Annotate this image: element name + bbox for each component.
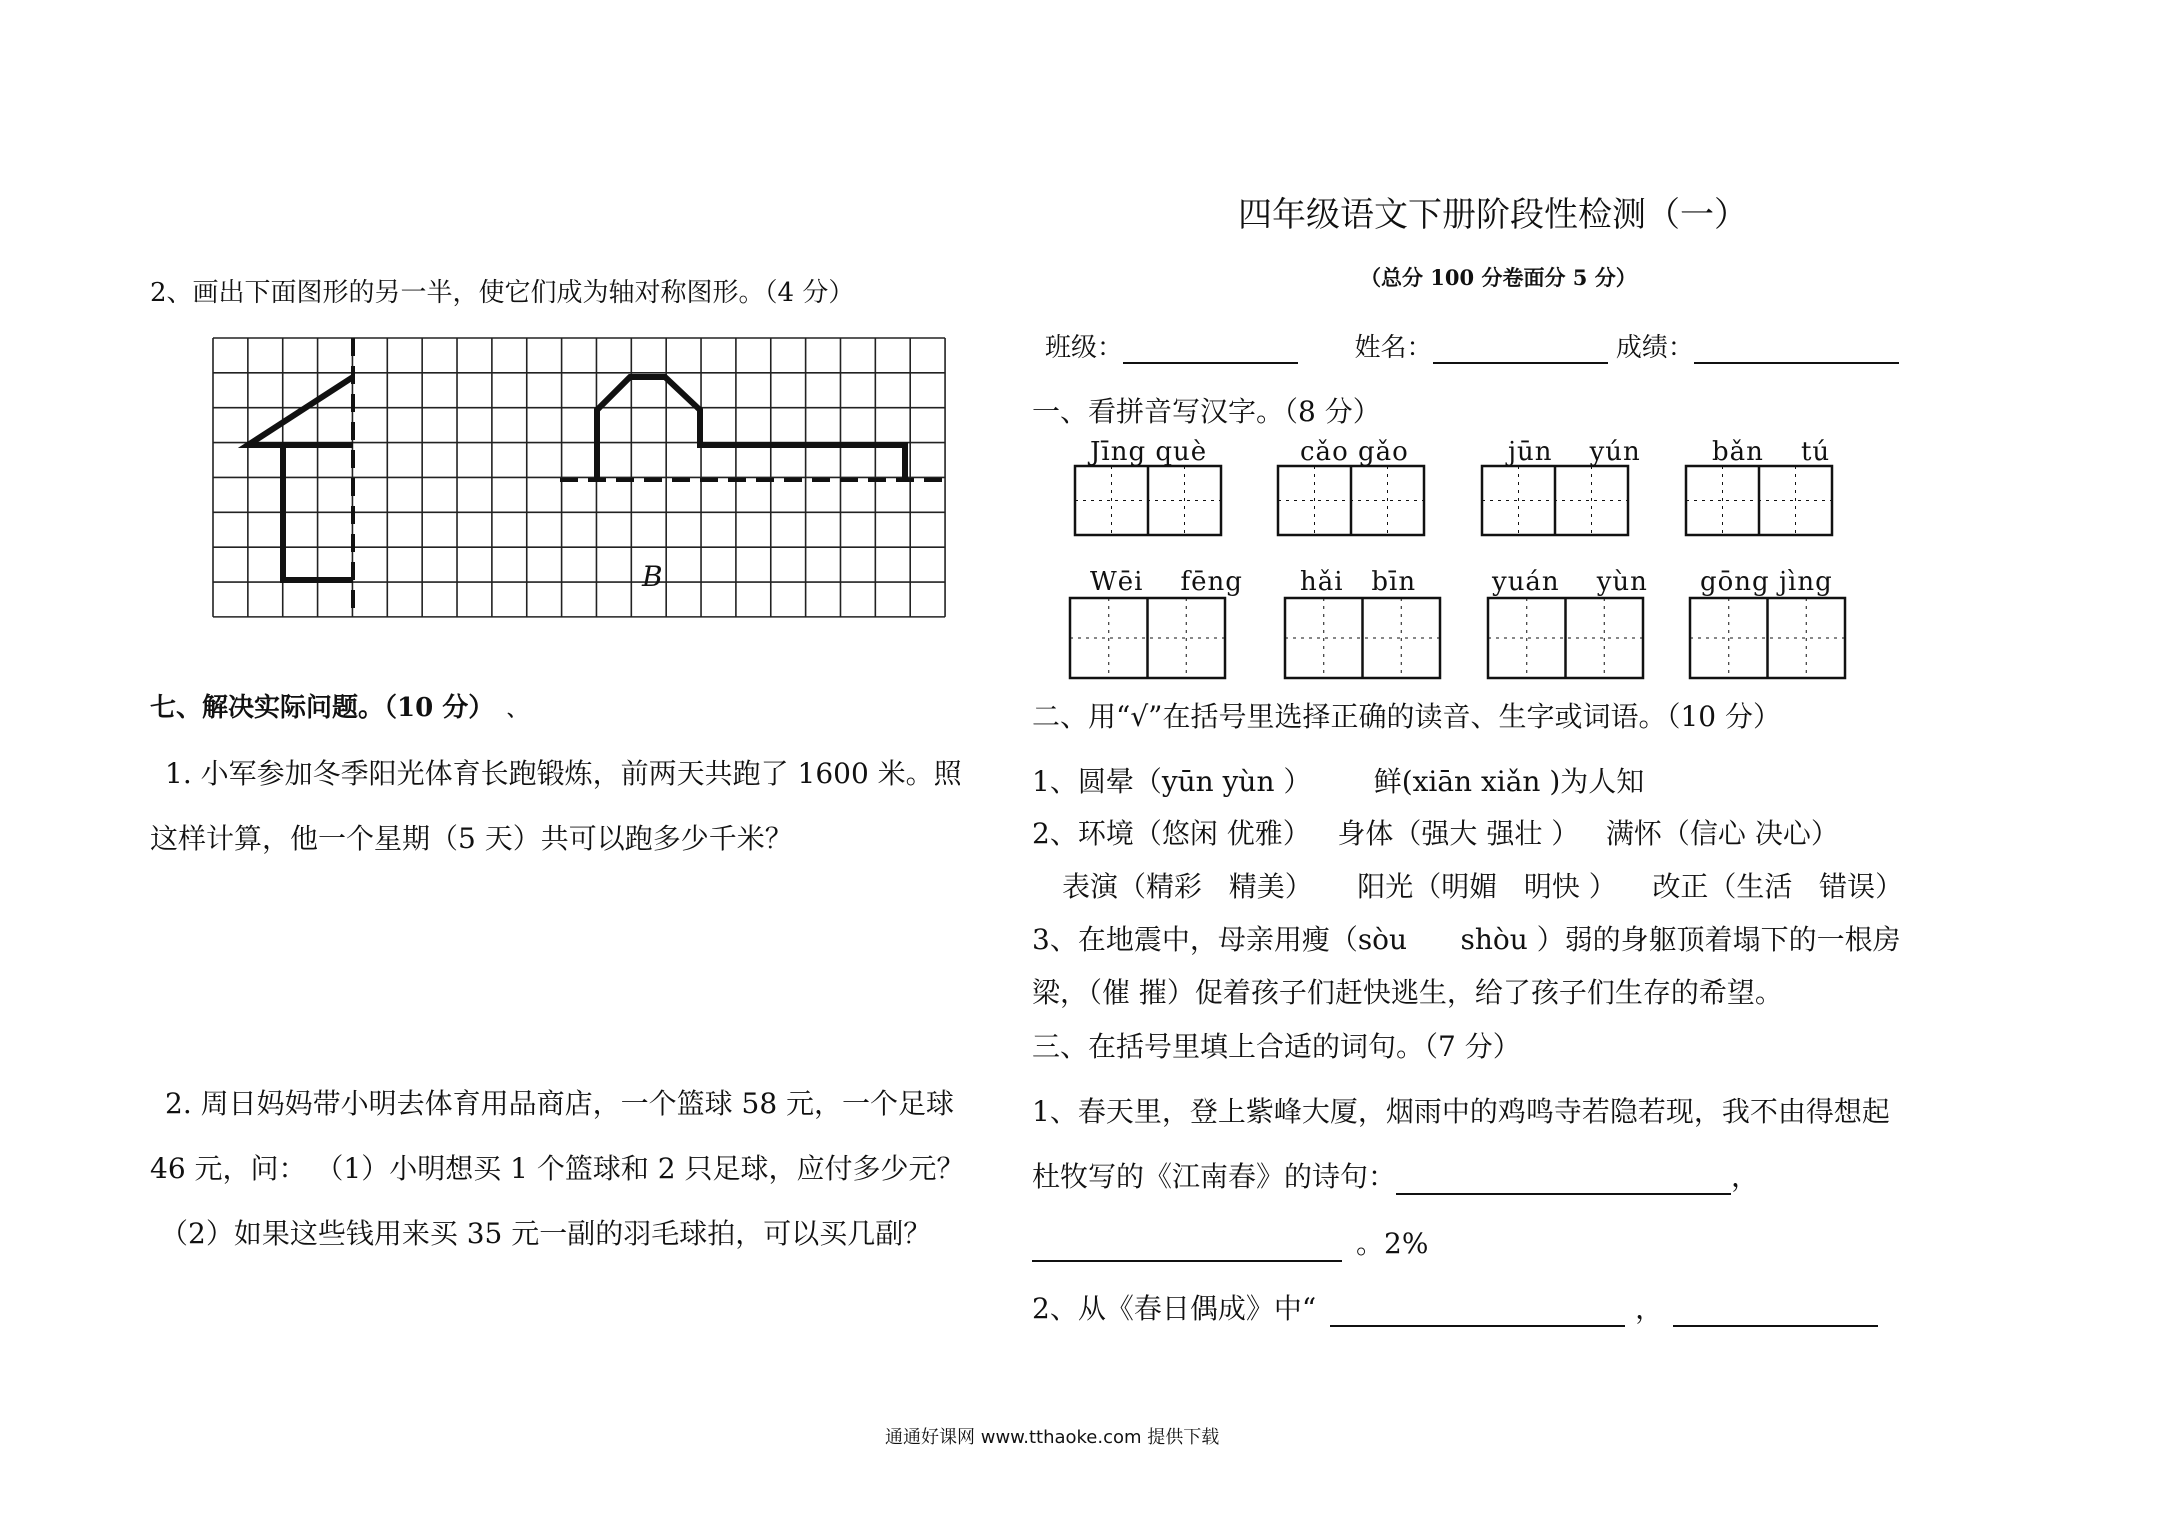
- pinyin-1-3: jūn yún: [1508, 437, 1641, 467]
- footer: 通通好课网 www.tthaoke.com 提供下载: [885, 1427, 1220, 1448]
- pinyin-2-3: yuán yùn: [1492, 567, 1648, 597]
- section3-title: 三、在括号里填上合适的词句。（7 分）: [1032, 1030, 1521, 1063]
- s2-line5: 梁，（催 摧）促着孩子们赶快逃生，给了孩子们生存的希望。: [1032, 976, 1783, 1009]
- pinyin-2-2: hǎi bīn: [1300, 567, 1417, 597]
- score-label: 成绩：: [1615, 333, 1694, 363]
- grid-label-b: B: [642, 560, 663, 593]
- section1-title: 一、看拼音写汉字。（8 分）: [1032, 395, 1381, 428]
- s3-line4-text: 2、从《春日偶成》中“: [1032, 1292, 1317, 1325]
- page-subtitle: （总分 100 分卷面分 5 分）: [1360, 265, 1637, 290]
- pinyin-2-4: gōng jìng: [1700, 567, 1833, 597]
- section7-mark: 、: [507, 700, 526, 721]
- s2-line1: 1、圆晕（yūn yùn ） 鲜(xiān xiǎn )为人知: [1032, 765, 1645, 798]
- section7-title-text: 七、解决实际问题。（10 分）: [150, 693, 495, 723]
- s3-line2-text: 杜牧写的《江南春》的诗句：: [1032, 1160, 1397, 1193]
- pinyin-1-2: cǎo gǎo: [1300, 437, 1409, 467]
- name-label: 姓名：: [1354, 333, 1433, 363]
- symmetry-question: 2、画出下面图形的另一半，使它们成为轴对称图形。（4 分）: [150, 278, 855, 308]
- s3-line3-end: 。2%: [1356, 1227, 1429, 1260]
- s3-line4-comma: ，: [1635, 1292, 1664, 1325]
- section2-title: 二、用“√”在括号里选择正确的读音、生字或词语。（10 分）: [1032, 700, 1782, 733]
- q1-line1: 1. 小军参加冬季阳光体育长跑锻炼，前两天共跑了 1600 米。照: [165, 757, 962, 790]
- q2-line3: （2）如果这些钱用来买 35 元一副的羽毛球拍，可以买几副？: [160, 1217, 932, 1250]
- page-title: 四年级语文下册阶段性检测（一）: [1238, 195, 1748, 235]
- s3-line2: [1032, 1155, 1759, 1195]
- s3-line1: 1、春天里，登上紫峰大厦，烟雨中的鸡鸣寺若隐若现，我不由得想起: [1032, 1095, 1890, 1128]
- q2-line2: 46 元，问： （1）小明想买 1 个篮球和 2 只足球，应付多少元？: [150, 1152, 965, 1185]
- pinyin-2-1: Wēi fēng: [1090, 567, 1243, 597]
- poem-blank-1[interactable]: [1396, 1163, 1731, 1195]
- q2-line1: 2. 周日妈妈带小明去体育用品商店，一个篮球 58 元，一个足球: [165, 1087, 955, 1120]
- poem-blank-4[interactable]: [1673, 1295, 1878, 1327]
- s2-line2: 2、环境（悠闲 优雅） 身体（强大 强壮 ） 满怀（信心 决心）: [1032, 817, 1839, 850]
- pinyin-1-4: bǎn tú: [1712, 437, 1831, 467]
- poem-blank-3[interactable]: [1330, 1295, 1625, 1327]
- s2-line4: 3、在地震中，母亲用瘦（sòu shòu ）弱的身躯顶着塌下的一根房: [1032, 923, 1901, 956]
- s3-line4: [1032, 1287, 1878, 1327]
- s3-line2-comma: ，: [1731, 1160, 1760, 1193]
- q1-line2: 这样计算，他一个星期（5 天）共可以跑多少千米？: [150, 822, 793, 855]
- s3-line3: [1032, 1222, 1428, 1262]
- class-label: 班级：: [1045, 333, 1124, 363]
- poem-blank-2[interactable]: [1032, 1230, 1342, 1262]
- pinyin-1-1: Jīng què: [1090, 437, 1208, 467]
- s2-line3: 表演（精彩 精美） 阳光（明媚 明快 ） 改正（生活 错误）: [1062, 870, 1904, 903]
